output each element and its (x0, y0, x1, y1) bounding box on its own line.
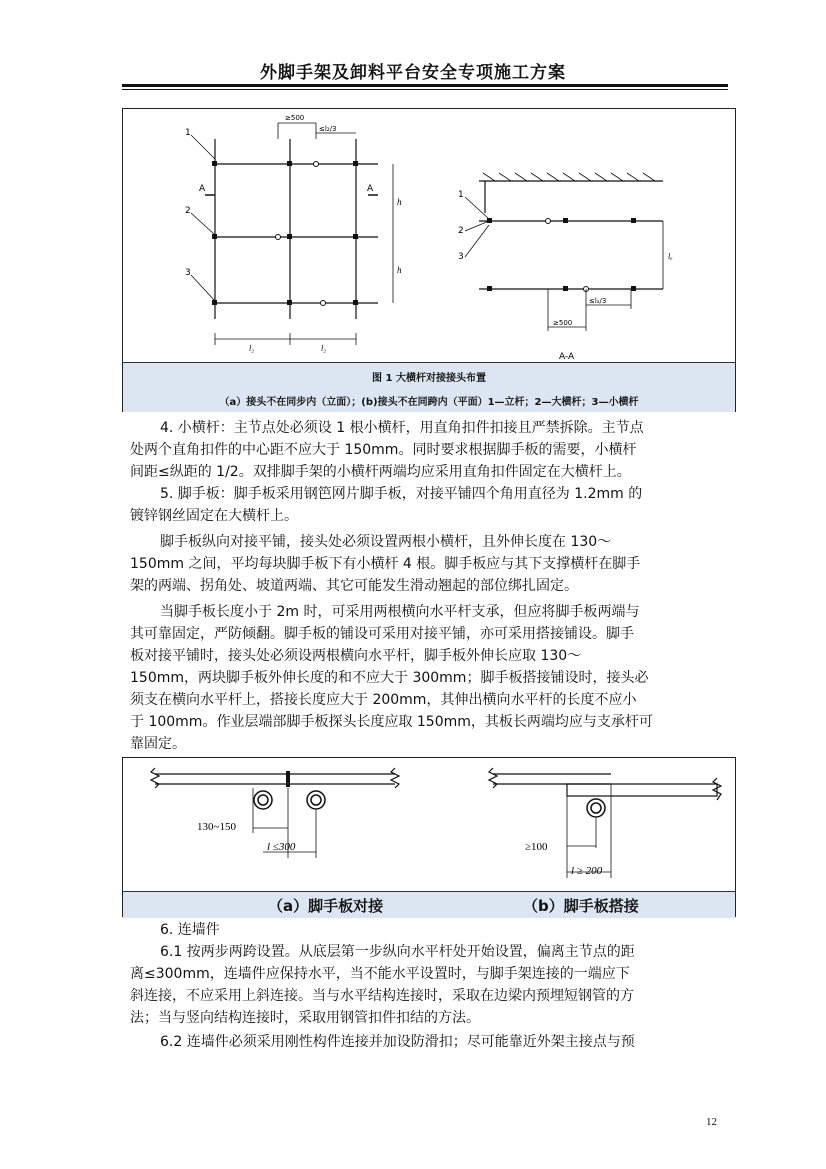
paragraph-line: 离≤300mm，连墙件应保持水平，当不能水平设置时，与脚手架连接的一端应下 (130, 966, 630, 982)
paragraph-line: 150mm 之间，平均每块脚手板下有小横杆 4 根。脚手板应与其下支撑横杆在脚手 (130, 556, 641, 572)
paragraph-line: 架的两端、拐角处、坡道两端、其它可能发生滑动翘起的部位绑扎固定。 (130, 578, 578, 594)
fig1-left-label-2: 2 (185, 206, 191, 216)
fig1-dim-top: ≥500 (285, 114, 305, 122)
figure-2 (122, 757, 736, 917)
header-rule-thin (122, 89, 728, 90)
paragraph-line: 4. 小横杆：主节点处必须设 1 根小横杆，用直角扣件扣接且严禁拆除。主节点 (160, 420, 644, 436)
paragraph-line: 6.1 按两步两跨设置。从底层第一步纵向水平杆处开始设置，偏离主节点的距 (160, 944, 635, 960)
fig1-right-label-1: 1 (458, 190, 464, 200)
figure-1-subcaption: （a）接头不在同步内（立面）；(b)接头不在同跨内（平面）1—立杆；2—大横杆；3—小横杆 (219, 397, 639, 408)
fig1-right-label-3: 3 (458, 252, 464, 262)
fig2-left-dim-2: l ≤300 (267, 841, 296, 853)
fig1-dim-h1: h (397, 197, 402, 207)
fig1-section-mark-right: A (367, 184, 374, 194)
fig2-left-dim-1: 130~150 (197, 821, 236, 833)
figure-1-drawing (123, 109, 735, 362)
fig2-right-dim-2: l ≥ 200 (571, 865, 603, 877)
fig1-dim-2: ≥500 (553, 319, 573, 327)
paragraph-line: 5. 脚手板：脚手板采用钢笆网片脚手板，对接平铺四个角用直径为 1.2mm 的 (160, 486, 643, 502)
header-rule (122, 84, 728, 87)
paragraph-line: 斜连接，不应采用上斜连接。当与水平结构连接时，采取在边梁内预埋短钢管的方 (130, 988, 634, 1004)
figure-2-drawing (123, 758, 735, 891)
paragraph-line: 脚手板纵向对接平铺，接头处必须设置两根小横杆，且外伸长度在 130～ (160, 534, 612, 550)
fig1-dim-la: lₐ (668, 252, 673, 261)
paragraph-line: 6.2 连墙件必须采用刚性构件连接并加设防滑扣；尽可能靠近外架主接点与预 (160, 1034, 635, 1050)
paragraph-line: 其可靠固定，严防倾翻。脚手板的铺设可采用对接平铺，亦可采用搭接铺设。脚手 (130, 626, 634, 642)
section-heading: 6. 连墙件 (160, 922, 220, 938)
figure-2-subcaption-a: （a）脚手板对接 (268, 897, 384, 915)
paragraph-line: 当脚手板长度小于 2m 时，可采用两根横向水平杆支承，但应将脚手板两端与 (160, 604, 640, 620)
paragraph-line: 法；当与竖向结构连接时，采取用钢管扣件扣结的方法。 (130, 1010, 480, 1026)
fig1-left-label-1: 1 (185, 128, 191, 138)
paragraph-line: 150mm，两块脚手板外伸长度的和不应大于 300mm；脚手板搭接铺设时，接头必 (130, 670, 649, 686)
paragraph-line: 须支在横向水平杆上，搭接长度应大于 200mm，其伸出横向水平杆的长度不应小 (130, 692, 637, 708)
fig1-dim-bottom-1: l₂ (249, 344, 255, 353)
fig1-dim-1: ≤lₐ/3 (589, 297, 607, 305)
figure-2-subcaption-b: （b）脚手板搭接 (523, 897, 639, 915)
paragraph-line: 板对接平铺时，接头处必须设两根横向水平杆，脚手板外伸长应取 130～ (130, 648, 582, 664)
fig1-right-label-2: 2 (458, 226, 464, 236)
paragraph-line: 于 100mm。作业层端部脚手板探头长度应取 150mm，其板长两端均应与支承杆可 (130, 714, 653, 730)
figure-1-caption: 图 1 大横杆对接接头布置 (372, 373, 486, 384)
page-title: 外脚手架及卸料平台安全专项施工方案 (260, 63, 566, 83)
figure-2-caption-band (123, 891, 735, 918)
fig1-dim-top2: ≤l₂/3 (319, 125, 337, 133)
fig1-section-title: A-A (559, 352, 575, 362)
fig2-right-dim-1: ≥100 (525, 841, 548, 853)
paragraph-line: 处两个直角扣件的中心距不应大于 150mm。同时要求根据脚手板的需要，小横杆 (130, 442, 637, 458)
paragraph-line: 镀锌钢丝固定在大横杆上。 (130, 508, 298, 524)
figure-1-caption-band (123, 362, 735, 412)
fig1-dim-h2: h (397, 265, 402, 275)
figure-1 (122, 108, 736, 412)
paragraph-line: 间距≤纵距的 1/2。双排脚手架的小横杆两端均应采用直角扣件固定在大横杆上。 (130, 464, 631, 480)
fig1-left-label-3: 3 (185, 268, 191, 278)
paragraph-line: 靠固定。 (130, 736, 186, 752)
fig1-section-mark-left: A (199, 184, 206, 194)
fig1-dim-bottom-2: l₂ (321, 344, 327, 353)
page-number: 12 (706, 1116, 717, 1128)
